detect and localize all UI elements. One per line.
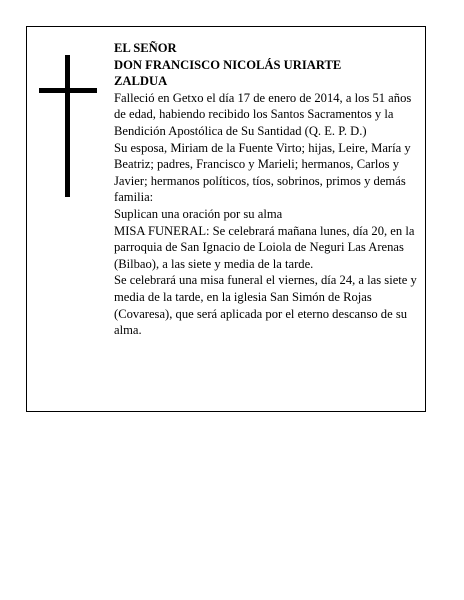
paragraph-prayer: Suplican una oración por su alma xyxy=(114,206,283,221)
paragraph-death: Falleció en Getxo el día 17 de enero de 2014, a los 51 años de edad, habiendo recibido los Santos Sacramentos y la Bendición Apostólica de Su Santidad (Q. E. P. D.) xyxy=(114,90,412,138)
name-line-2: ZALDUA xyxy=(114,74,168,89)
obituary-frame xyxy=(26,26,426,412)
paragraph-funeral-mass: MISA FUNERAL: Se celebrará mañana lunes, día 20, en la parroquia de San Ignacio de Loiola de Neguri Las Arenas (Bilbao), a las siete y media de la tarde. xyxy=(114,223,415,271)
obituary-text xyxy=(114,40,419,339)
cross-icon xyxy=(39,55,97,197)
paragraph-second-mass: Se celebrará una misa funeral el viernes, día 24, a las siete y media de la tarde, en la iglesia San Simón de Rojas (Covaresa), que será aplicada por el eterno descanso de su alma. xyxy=(114,273,417,338)
heading: EL SEÑOR xyxy=(114,41,177,55)
name-line-1: DON FRANCISCO NICOLÁS URIARTE xyxy=(114,57,342,72)
paragraph-family: Su esposa, Miriam de la Fuente Virto; hijas, Leire, María y Beatriz; padres, Francisco y Marieli; hermanos, Carlos y Javier; hermanos políticos, tíos, sobrinos, primos y demás familia: xyxy=(114,140,411,205)
